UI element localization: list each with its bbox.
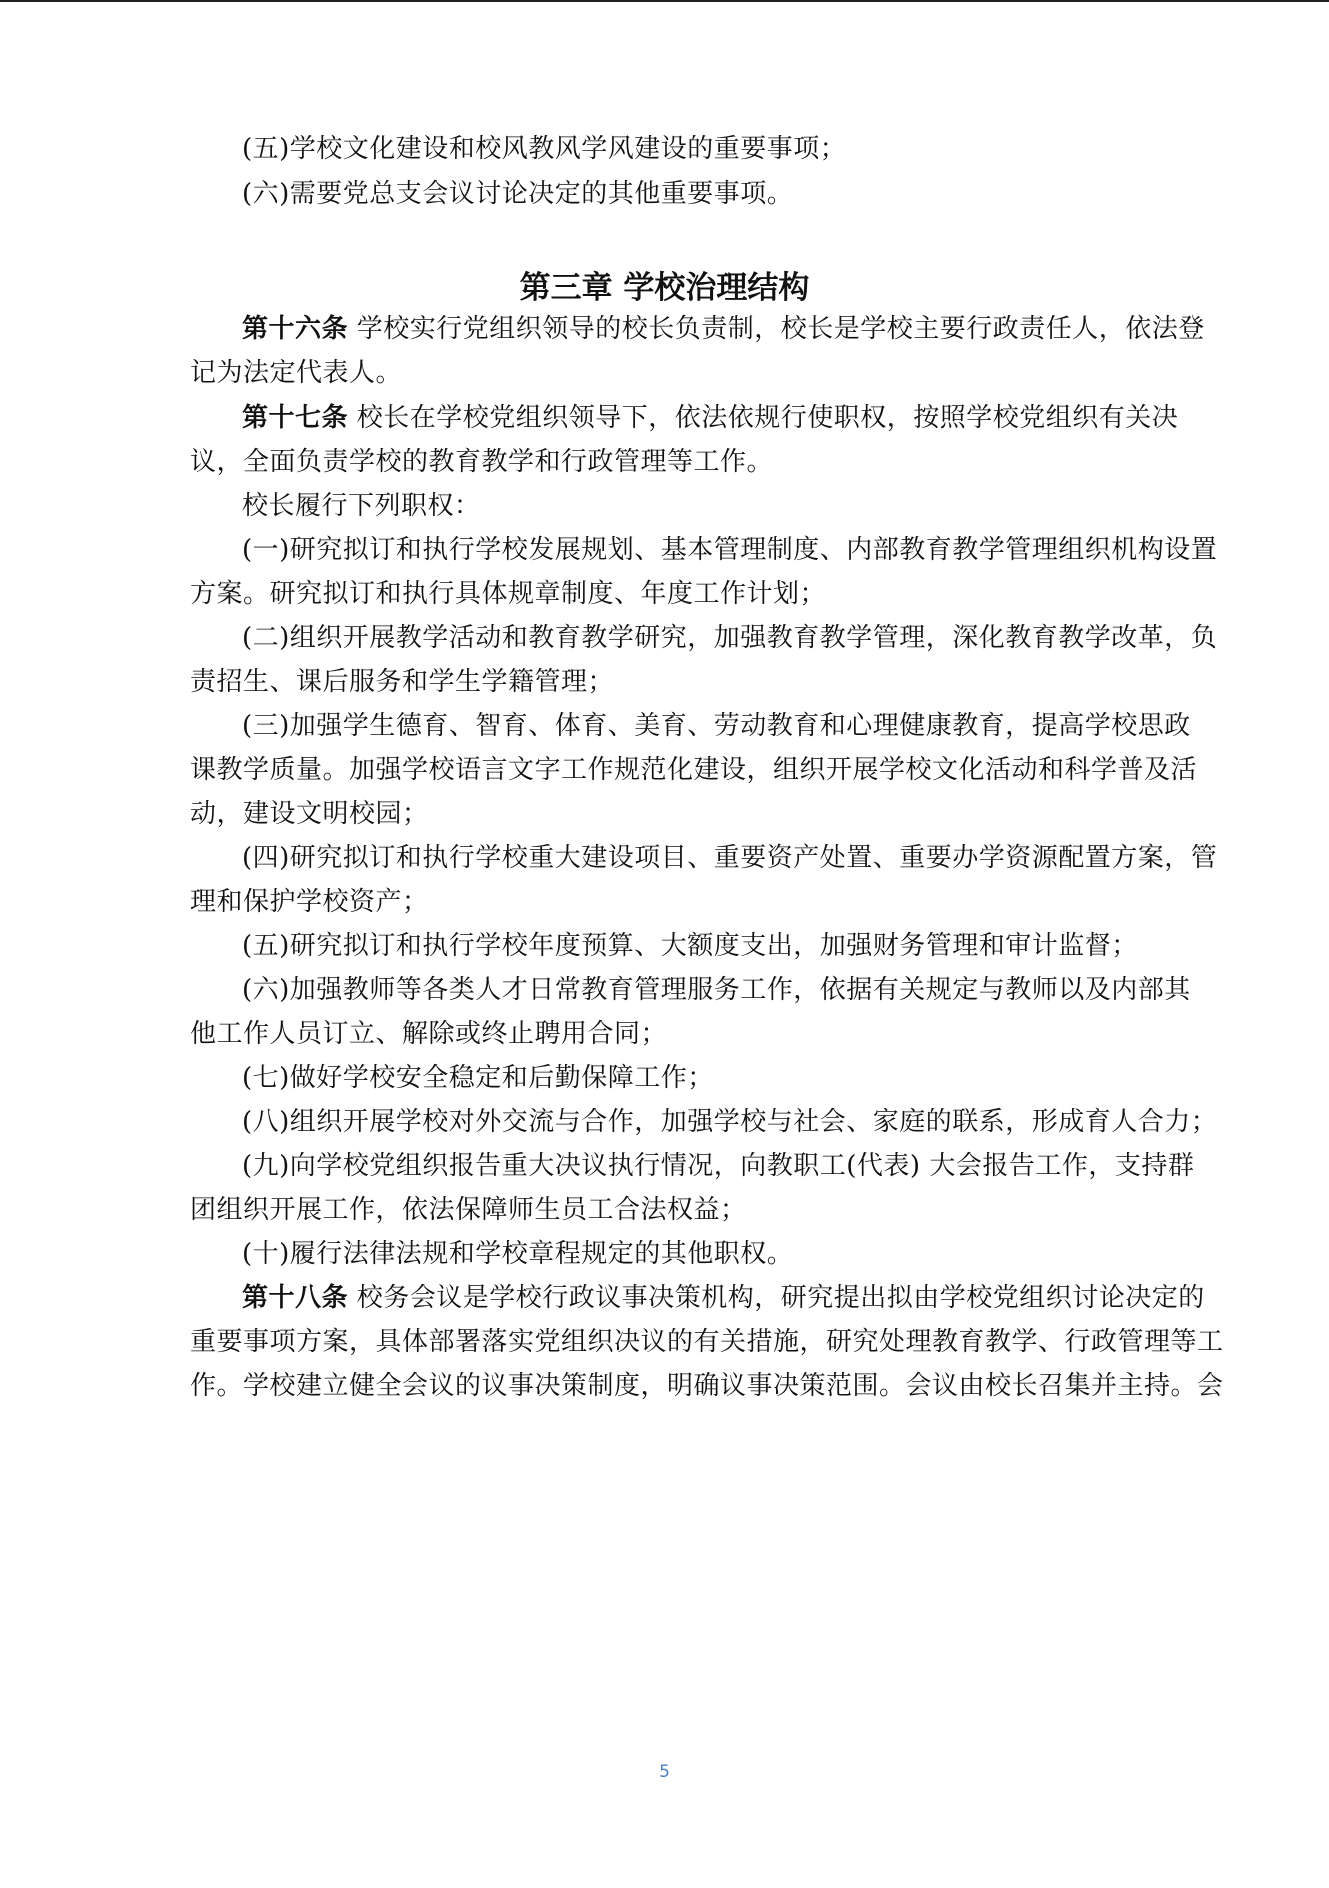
article-label: 第十七条	[242, 403, 349, 433]
text-line	[190, 1017, 1230, 1051]
text-line	[190, 665, 1230, 699]
text-line	[190, 1325, 1230, 1359]
article-label: 第十六条	[242, 314, 349, 344]
line-text: (七)做好学校安全稳定和后勤保障工作；	[242, 1063, 714, 1093]
text-line	[242, 312, 1230, 346]
line-text: (五)学校文化建设和校风教风学风建设的重要事项；	[242, 134, 847, 164]
text-line	[190, 445, 1230, 479]
line-text: 他工作人员订立、解除或终止聘用合同；	[190, 1019, 668, 1049]
line-text: 学校实行党组织领导的校长负责制，校长是学校主要行政责任人，依法登	[356, 314, 1205, 344]
text-line	[190, 797, 1230, 831]
text-line	[242, 929, 1230, 963]
line-text: (十)履行法律法规和学校章程规定的其他职权。	[242, 1239, 794, 1269]
text-line	[190, 1193, 1230, 1227]
line-text: 动，建设文明校园；	[190, 799, 429, 829]
text-line	[242, 1281, 1230, 1315]
text-line	[190, 577, 1230, 611]
line-text: (八)组织开展学校对外交流与合作，加强学校与社会、家庭的联系，形成育人合力；	[242, 1107, 1218, 1137]
line-text: 校长履行下列职权：	[242, 491, 481, 521]
line-text: 作。学校建立健全会议的议事决策制度，明确议事决策范围。会议由校长召集并主持。会	[190, 1371, 1224, 1401]
line-text: (三)加强学生德育、智育、体育、美育、劳动教育和心理健康教育，提高学校思政	[242, 711, 1191, 741]
text-line	[242, 1105, 1230, 1139]
chapter-heading: 第三章 学校治理结构	[519, 270, 810, 306]
text-line	[242, 973, 1230, 1007]
text-line	[242, 489, 1230, 523]
text-line	[242, 1149, 1230, 1183]
line-text: (六)需要党总支会议讨论决定的其他重要事项。	[242, 179, 794, 209]
text-line	[190, 753, 1230, 787]
line-text: (二)组织开展教学活动和教育教学研究，加强教育教学管理，深化教育教学改革，负	[242, 623, 1218, 653]
line-text: 校长在学校党组织领导下，依法依规行使职权，按照学校党组织有关决	[356, 403, 1179, 433]
text-line	[242, 709, 1230, 743]
text-line	[242, 841, 1230, 875]
text-line	[242, 1237, 1230, 1271]
line-text: (四)研究拟订和执行学校重大建设项目、重要资产处置、重要办学资源配置方案，管	[242, 843, 1218, 873]
text-line	[242, 177, 1230, 211]
line-text: (五)研究拟订和执行学校年度预算、大额度支出，加强财务管理和审计监督；	[242, 931, 1138, 961]
text-line	[242, 533, 1230, 567]
line-text: 责招生、课后服务和学生学籍管理；	[190, 667, 615, 697]
text-line	[242, 132, 1230, 166]
text-line	[190, 1369, 1230, 1403]
line-text: 课教学质量。加强学校语言文字工作规范化建设，组织开展学校文化活动和科学普及活	[190, 755, 1198, 785]
line-text: 记为法定代表人。	[190, 358, 403, 388]
line-text: 团组织开展工作，依法保障师生员工合法权益；	[190, 1195, 747, 1225]
text-line	[190, 356, 1230, 390]
line-text: 议，全面负责学校的教育教学和行政管理等工作。	[190, 447, 774, 477]
line-text: (九)向学校党组织报告重大决议执行情况，向教职工(代表) 大会报告工作，支持群	[242, 1151, 1195, 1181]
line-text: 理和保护学校资产；	[190, 887, 429, 917]
text-line	[242, 401, 1230, 435]
text-line	[190, 885, 1230, 919]
line-text: 重要事项方案，具体部署落实党组织决议的有关措施，研究处理教育教学、行政管理等工	[190, 1327, 1224, 1357]
line-text: (一)研究拟订和执行学校发展规划、基本管理制度、内部教育教学管理组织机构设置	[242, 535, 1218, 565]
article-label: 第十八条	[242, 1283, 349, 1313]
text-line	[242, 621, 1230, 655]
page-number: 5	[659, 1762, 670, 1782]
line-text: 校务会议是学校行政议事决策机构，研究提出拟由学校党组织讨论决定的	[356, 1283, 1205, 1313]
text-line	[242, 1061, 1230, 1095]
line-text: 方案。研究拟订和执行具体规章制度、年度工作计划；	[190, 579, 827, 609]
line-text: (六)加强教师等各类人才日常教育管理服务工作，依据有关规定与教师以及内部其	[242, 975, 1191, 1005]
